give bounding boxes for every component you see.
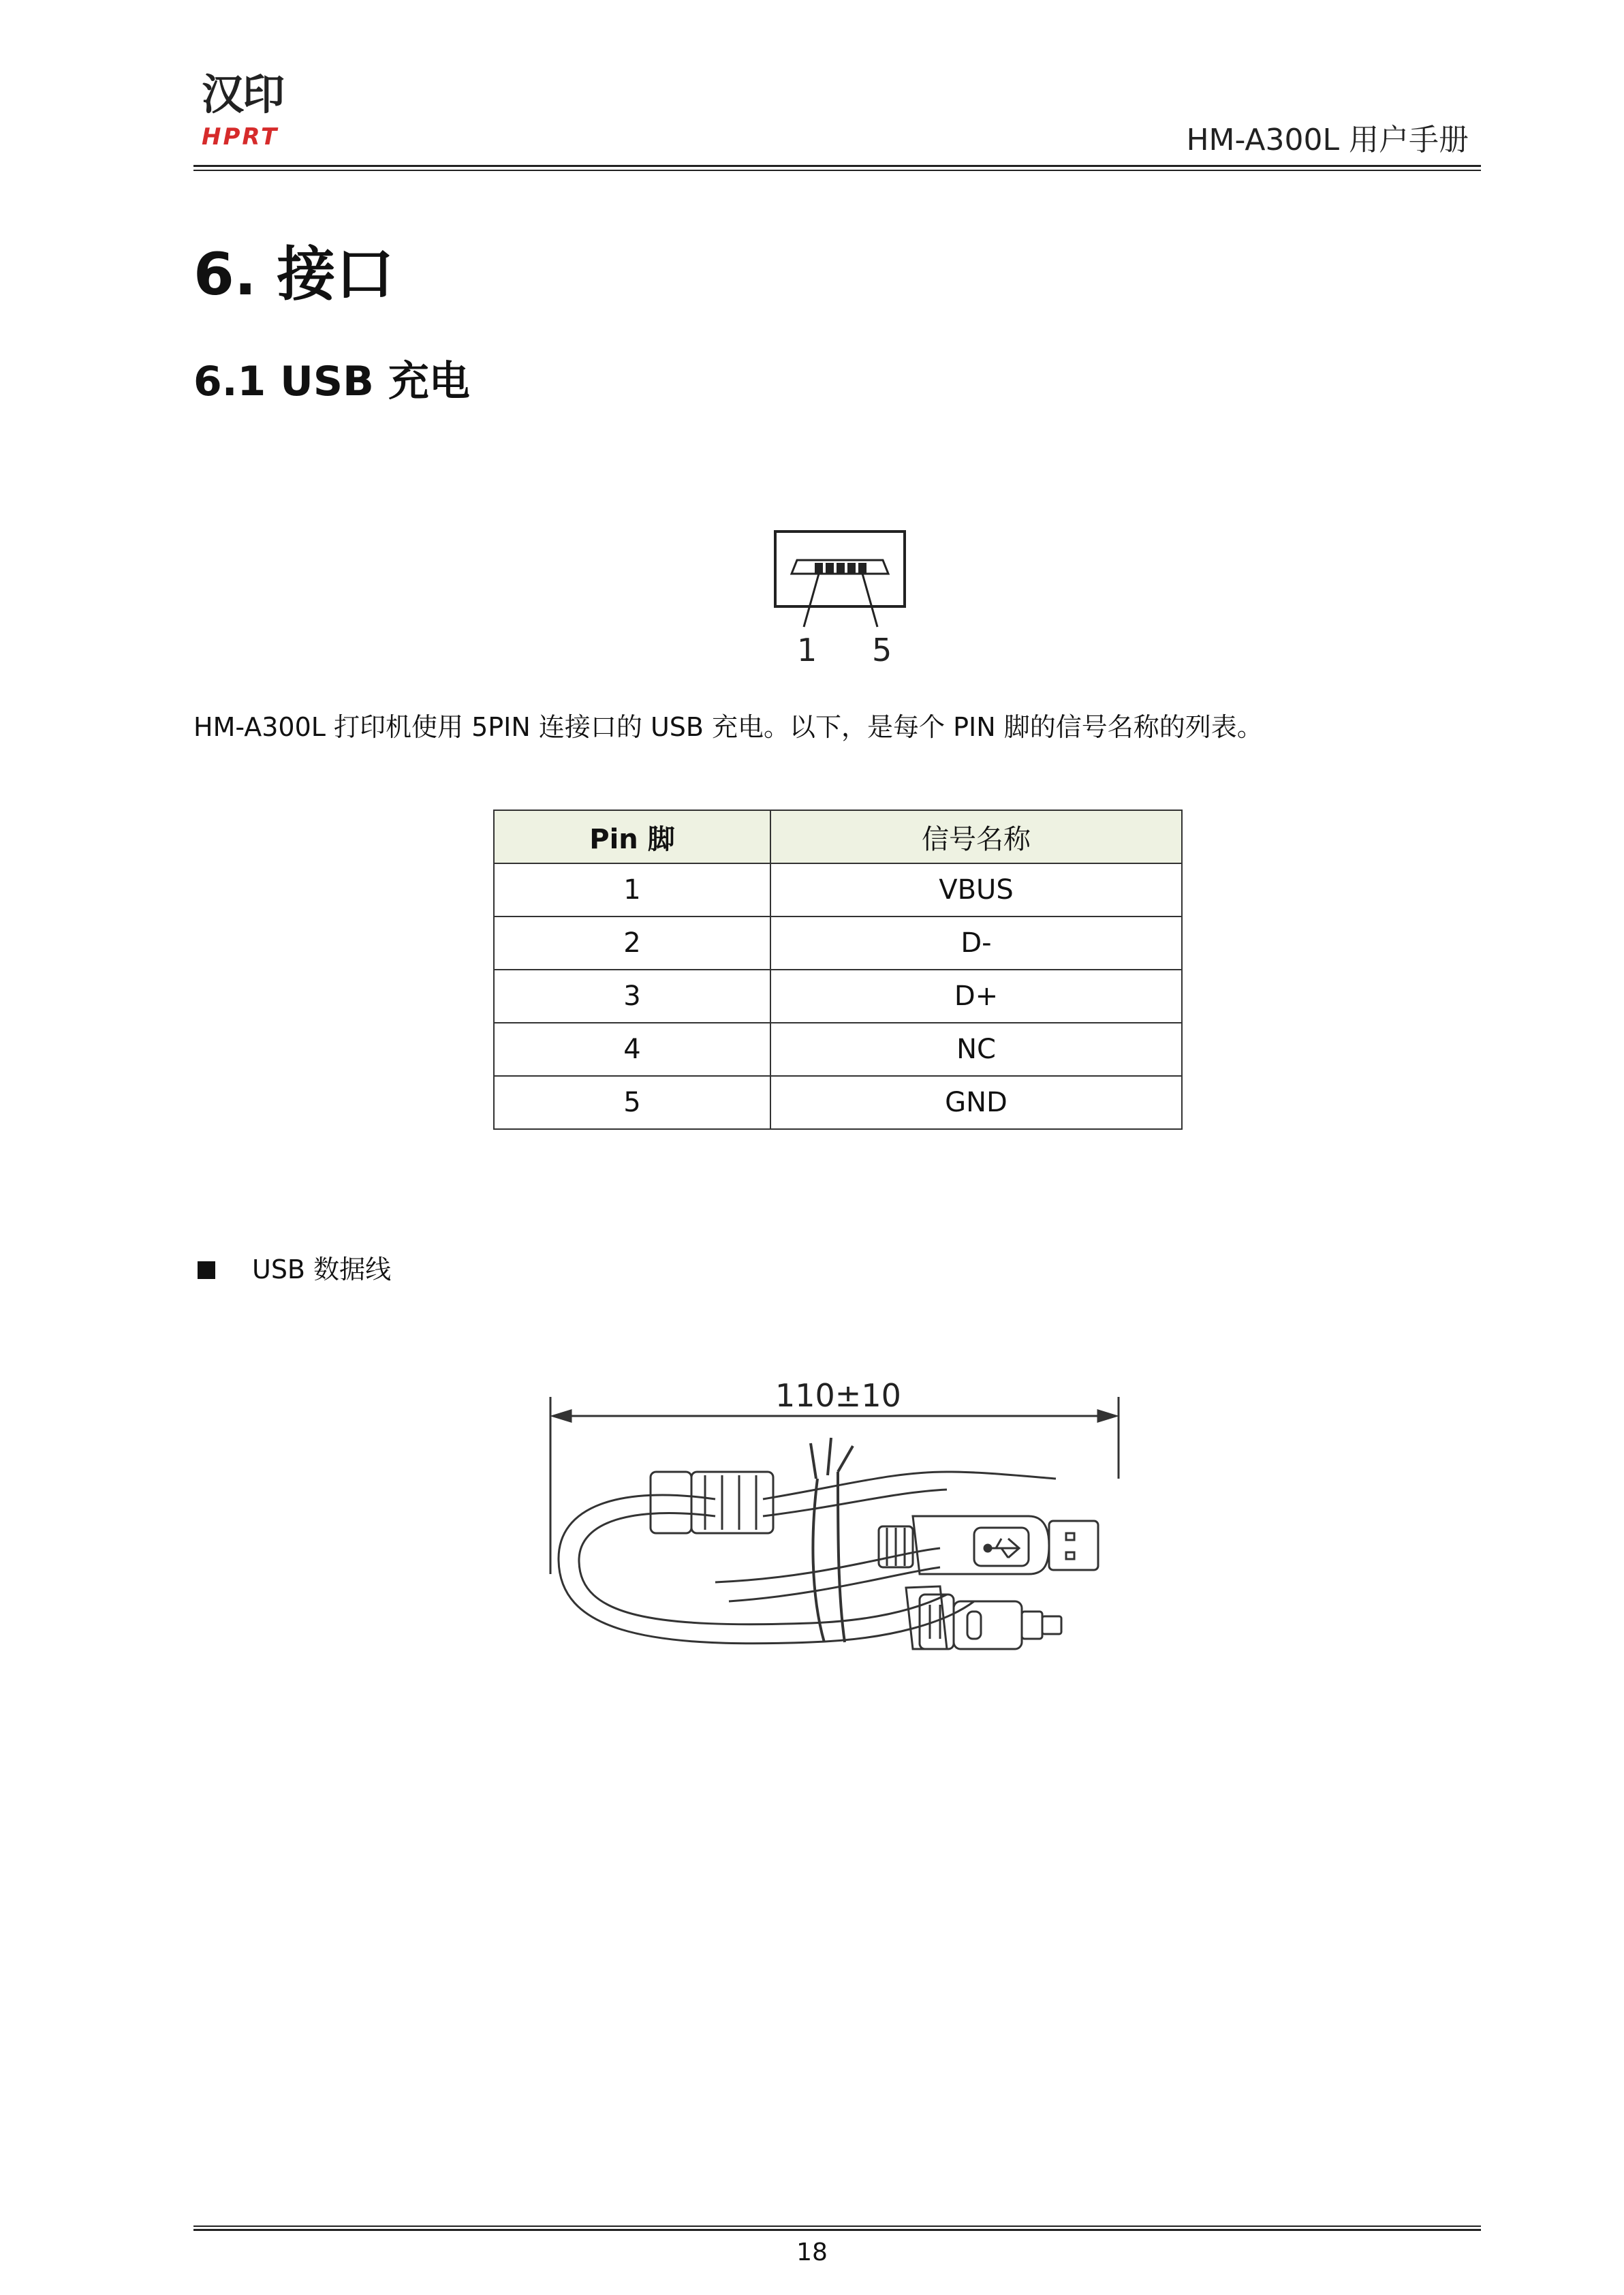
logo-hprt: HPRT — [202, 123, 279, 151]
usb-a-connector — [879, 1516, 1098, 1574]
pin-signal-table — [493, 810, 1183, 1130]
pin-cell: 4 — [494, 1023, 770, 1076]
section-heading: 6. 接口 — [193, 241, 394, 309]
signal-cell: D- — [770, 917, 1182, 970]
cable-loop-inner — [579, 1513, 947, 1624]
signal-cell: NC — [770, 1023, 1182, 1076]
usb-trident-icon-frame — [974, 1528, 1029, 1566]
usb-pin-contacts — [815, 563, 866, 574]
pin1-label: 1 — [797, 632, 817, 668]
twist-tie — [813, 1479, 824, 1642]
pin5-leader-line — [862, 574, 877, 627]
signal-cell: GND — [770, 1076, 1182, 1129]
table-row — [494, 970, 1182, 1023]
cable-loop-outer — [559, 1495, 974, 1644]
pin-cell: 1 — [494, 863, 770, 917]
footer-rule-thin — [193, 2225, 1481, 2227]
table-row — [494, 863, 1182, 917]
signal-cell: VBUS — [770, 863, 1182, 917]
pin1-leader-line — [804, 574, 819, 627]
cable-upper-run — [763, 1472, 1056, 1499]
table-header-row — [494, 810, 1182, 863]
mini-usb-connector-right — [906, 1586, 1061, 1649]
column-header-signal: 信号名称 — [770, 810, 1182, 863]
intro-paragraph: HM-A300L 打印机使用 5PIN 连接口的 USB 充电。以下，是每个 PIN 脚的信号名称的列表。 — [193, 712, 1263, 742]
pin-cell: 5 — [494, 1076, 770, 1129]
footer-rule — [193, 2229, 1481, 2231]
usb-cable-bullet-label: USB 数据线 — [252, 1254, 392, 1284]
logo-chinese: 汉印 — [202, 70, 284, 119]
dimension-label: 110±10 — [775, 1377, 901, 1414]
table-row — [494, 917, 1182, 970]
header-rule — [193, 165, 1481, 167]
table-row — [494, 1076, 1182, 1129]
mini-usb-connector-left — [651, 1472, 773, 1533]
table-row — [494, 1023, 1182, 1076]
signal-cell: D+ — [770, 970, 1182, 1023]
header-rule-thin — [193, 170, 1481, 171]
pin5-label: 5 — [872, 632, 892, 668]
usb-cable-figure — [538, 1370, 1138, 1710]
pin-cell: 2 — [494, 917, 770, 970]
column-header-pin: Pin 脚 — [494, 810, 770, 863]
usb-port-figure — [770, 525, 920, 675]
document-title: HM-A300L 用户手册 — [1186, 123, 1469, 157]
pin-cell: 3 — [494, 970, 770, 1023]
square-bullet-icon — [198, 1261, 215, 1279]
page-number: 18 — [796, 2238, 828, 2266]
subsection-heading: 6.1 USB 充电 — [193, 358, 470, 405]
